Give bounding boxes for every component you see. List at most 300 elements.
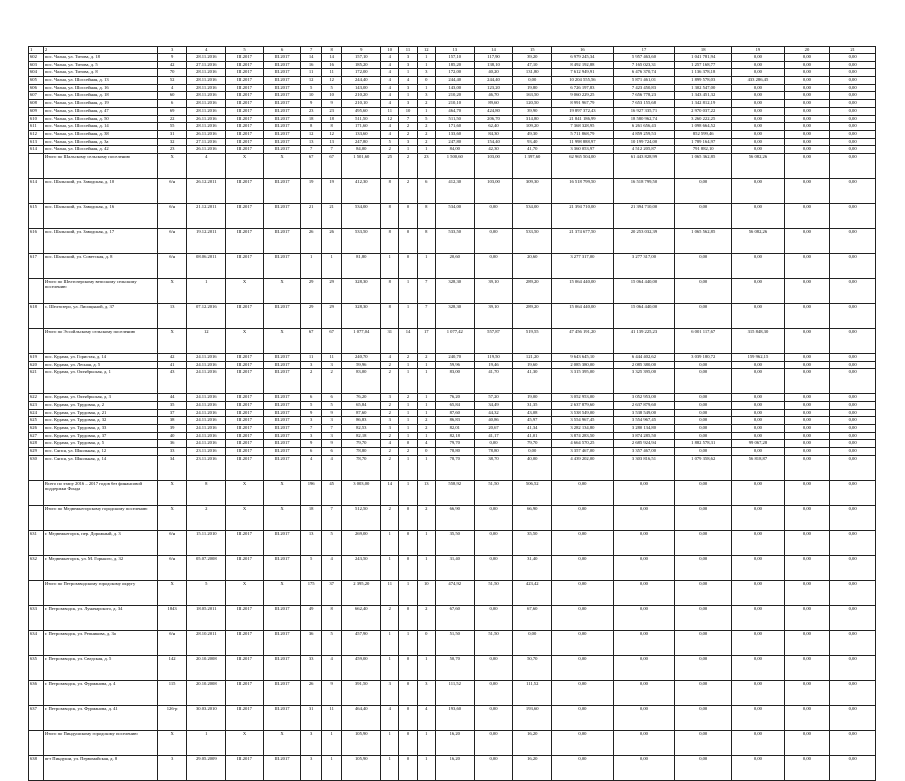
table-cell: 0,00 [830, 138, 876, 146]
table-cell: 0,00 [732, 130, 784, 138]
table-cell: III.2017 [263, 146, 301, 154]
table-cell: б/н [157, 253, 187, 278]
table-cell: 42,30 [474, 146, 513, 154]
table-cell: 0,00 [784, 69, 830, 77]
table-cell: 2 [381, 369, 399, 394]
table-cell: 2 [399, 394, 417, 402]
table-cell: 619 [29, 353, 44, 361]
table-cell: 1 302 547,00 [675, 84, 732, 92]
table-cell: 25 [381, 153, 399, 178]
table-cell: 0,00 [732, 605, 784, 630]
table-cell: III.2017 [263, 530, 301, 555]
table-cell: III.2017 [263, 432, 301, 440]
table-cell: 0,00 [732, 61, 784, 69]
table-cell: 0,00 [675, 755, 732, 780]
table-cell: 193,60 [513, 705, 552, 730]
table-cell: 117,90 [474, 54, 513, 62]
table-cell: 0,00 [675, 480, 732, 505]
table-cell: 27.11.2016 [187, 138, 226, 146]
table-cell: 0,00 [552, 705, 614, 730]
table-cell: 41 139 225,23 [613, 328, 675, 353]
table-cell: 1 500,60 [435, 153, 474, 178]
table-cell: 14 [474, 47, 513, 54]
table-cell: 1 [399, 92, 417, 100]
table-cell: 0,00 [732, 203, 784, 228]
table-row [29, 455, 876, 480]
table-cell: 0,00 [613, 705, 675, 730]
table-cell: 79,70 [435, 440, 474, 448]
table-cell: 2 [399, 130, 417, 138]
table-cell: 0,00 [830, 130, 876, 138]
table-cell: III.2017 [263, 61, 301, 69]
table-cell: 89,60 [474, 100, 513, 108]
table-cell: 185,20 [435, 61, 474, 69]
table-cell: 511,50 [342, 115, 381, 123]
table-cell: 5 [187, 580, 226, 605]
table-cell: 16 [552, 47, 614, 54]
table-cell: 103,00 [474, 178, 513, 203]
table-cell: 82,01 [435, 425, 474, 433]
table-cell: 19 [321, 178, 342, 203]
table-cell: 3 [381, 394, 399, 402]
table-cell: 15 [513, 47, 552, 54]
table-cell: 0,00 [830, 580, 876, 605]
table-cell: 1 [321, 755, 342, 780]
table-cell: 0,00 [613, 505, 675, 530]
table-cell: 78,80 [474, 448, 513, 456]
table-cell: 0 [399, 440, 417, 448]
table-cell: III.2017 [263, 361, 301, 369]
table-row [29, 138, 876, 146]
table-cell: 0,00 [732, 100, 784, 108]
table-cell: 0,00 [732, 84, 784, 92]
table-row [29, 100, 876, 108]
table-cell: 609 [29, 107, 44, 115]
table-cell: 38 [157, 417, 187, 425]
table-cell: 0,00 [784, 755, 830, 780]
table-row [29, 77, 876, 85]
table-cell: 0,00 [732, 361, 784, 369]
table-cell: X [226, 278, 264, 303]
table-cell: 1 [29, 47, 44, 54]
table-cell: 10 [321, 92, 342, 100]
table-cell: 51,50 [474, 630, 513, 655]
table-cell: 2 970 037,22 [675, 107, 732, 115]
table-cell: 50,70 [513, 655, 552, 680]
table-cell [29, 480, 44, 505]
table-cell: 0,00 [732, 394, 784, 402]
table-cell: 39,20 [513, 54, 552, 62]
table-cell: б/н [157, 178, 187, 203]
table-cell: 0,00 [552, 480, 614, 505]
table-cell: 1 [399, 369, 417, 394]
table-cell [29, 505, 44, 530]
table-cell: 26.11.2016 [187, 146, 226, 154]
table-cell: 0,00 [613, 630, 675, 655]
table-cell: 7 [417, 278, 435, 303]
table-cell: 0,00 [675, 417, 732, 425]
table-cell: 4 [381, 84, 399, 92]
table-cell: б/н [157, 203, 187, 228]
table-cell: 109,20 [513, 123, 552, 131]
table-row [29, 69, 876, 77]
table-cell: 3 315 395,00 [552, 369, 614, 394]
table-cell: 60 [157, 92, 187, 100]
table-cell: 0,00 [732, 69, 784, 77]
table-cell: 67 [321, 328, 342, 353]
table-cell: 121,20 [513, 353, 552, 361]
table-cell: 0,00 [732, 705, 784, 730]
table-cell: 0,00 [732, 448, 784, 456]
table-cell: 120,50 [513, 100, 552, 108]
table-row [29, 115, 876, 123]
table-cell: III.2017 [226, 138, 264, 146]
table-cell: 1 [399, 69, 417, 77]
table-cell: 0,00 [830, 705, 876, 730]
table-cell: б/н [157, 530, 187, 555]
housing-program-table [28, 46, 876, 781]
table-cell: 328,30 [342, 303, 381, 328]
table-cell: 21 841 186,99 [552, 115, 614, 123]
table-row [29, 432, 876, 440]
table-row [29, 630, 876, 655]
table-row [29, 394, 876, 402]
table-cell: 3 [417, 92, 435, 100]
table-cell: III.2017 [263, 630, 301, 655]
table-cell: 24.11.2016 [187, 361, 226, 369]
table-cell: 5 [321, 84, 342, 92]
table-cell: 0,00 [784, 77, 830, 85]
table-cell: 40,00 [513, 455, 552, 480]
table-cell: 8 [321, 605, 342, 630]
table-cell: 1 [321, 253, 342, 278]
table-cell: Итого по Петрозаводскому городскому округу [43, 580, 157, 605]
table-cell: 0 [399, 605, 417, 630]
table-cell: 0,00 [830, 361, 876, 369]
table-row [29, 530, 876, 555]
table-cell: X [226, 580, 264, 605]
table-cell: 0,00 [830, 228, 876, 253]
table-cell: 22 [157, 115, 187, 123]
table-cell: III.2017 [226, 353, 264, 361]
table-cell: 631 [29, 530, 44, 555]
table-cell: 105,90 [342, 755, 381, 780]
table-cell: 9 [301, 440, 322, 448]
table-cell: 533,50 [435, 228, 474, 253]
table-cell: 3 039 180,72 [675, 353, 732, 361]
table-cell: 39,10 [474, 303, 513, 328]
table-cell: 1 [417, 146, 435, 154]
table-cell: 28.11.2016 [187, 84, 226, 92]
table-cell: 2 [381, 402, 399, 410]
table-cell: 15.11.2010 [187, 530, 226, 555]
table-cell: 4 [381, 54, 399, 62]
table-cell: III.2017 [263, 138, 301, 146]
table-cell: 78,80 [342, 448, 381, 456]
table-cell: 0,00 [675, 394, 732, 402]
table-cell: 0,00 [732, 425, 784, 433]
table-cell: 51,50 [474, 480, 513, 505]
table-cell: 6 [301, 394, 322, 402]
table-cell: 3 052 953,00 [613, 394, 675, 402]
table-cell: 2 [417, 605, 435, 630]
table-cell: 0,00 [474, 530, 513, 555]
table-cell: 21.12.2011 [187, 203, 226, 228]
table-cell: 82,18 [435, 432, 474, 440]
table-cell: 0,00 [675, 409, 732, 417]
table-cell: 614 [29, 178, 44, 203]
table-cell: 1 041 781,94 [675, 54, 732, 62]
table-cell: 0 [399, 705, 417, 730]
table-cell: 0,00 [474, 253, 513, 278]
table-cell: III.2017 [263, 655, 301, 680]
table-cell: 11 [399, 47, 417, 54]
table-cell: 0,00 [732, 146, 784, 154]
table-cell: X [157, 580, 187, 605]
table-cell: пос. Чална, ул. Шоссейная, д. 42 [43, 146, 157, 154]
table-cell: 47,10 [513, 61, 552, 69]
table-cell: 0,00 [830, 203, 876, 228]
table-cell: 4 [321, 655, 342, 680]
table-cell: 16,20 [513, 755, 552, 780]
table-cell: 45,97 [513, 417, 552, 425]
table-cell: 0,00 [732, 680, 784, 705]
table-cell: 0 [399, 505, 417, 530]
table-cell: III.2017 [226, 203, 264, 228]
table-cell: 56 082,26 [732, 153, 784, 178]
table-cell: 19 [301, 178, 322, 203]
table-cell: 1 [399, 303, 417, 328]
table-cell: 1 [399, 455, 417, 480]
table-cell: 2 [381, 448, 399, 456]
table-cell: 0,00 [830, 253, 876, 278]
table-cell: 172,00 [435, 69, 474, 77]
table-cell: 2 [381, 605, 399, 630]
table-row [29, 146, 876, 154]
table-cell: 0,00 [613, 680, 675, 705]
table-cell: 289,20 [513, 303, 552, 328]
table-cell: 10 [399, 107, 417, 115]
table-cell: 119,50 [474, 353, 513, 361]
table-cell: 0,00 [784, 705, 830, 730]
table-cell: 10 204 555,56 [552, 77, 614, 85]
table-cell: 0,00 [784, 328, 830, 353]
table-row [29, 84, 876, 92]
table-cell: 0,00 [784, 425, 830, 433]
table-cell: 0,00 [732, 432, 784, 440]
table-cell: 0,00 [675, 361, 732, 369]
table-cell: 9 [301, 100, 322, 108]
table-cell: 0,00 [675, 630, 732, 655]
table-cell: 7 [321, 505, 342, 530]
table-cell: 44 [157, 394, 187, 402]
table-cell: г. Петрозаводск, ул. Сведская, д. 5 [43, 655, 157, 680]
table-cell: X [157, 505, 187, 530]
table-cell: 0,00 [830, 153, 876, 178]
table-cell: 0,00 [474, 655, 513, 680]
table-cell: 9 643 645,10 [552, 353, 614, 361]
table-cell: 0,00 [675, 605, 732, 630]
table-cell: 629 [29, 448, 44, 456]
table-cell: 623 [29, 402, 44, 410]
table-cell: 0,00 [552, 680, 614, 705]
table-cell: 126-р [157, 705, 187, 730]
table-cell: 309,30 [513, 178, 552, 203]
table-cell: 0,00 [784, 402, 830, 410]
table-cell: 6 [321, 448, 342, 456]
table-cell: 7 368 328,95 [552, 123, 614, 131]
table-cell: 2 [381, 455, 399, 480]
table-cell: 3 360 053,97 [552, 146, 614, 154]
table-cell: 0,00 [830, 417, 876, 425]
table-cell: 628 [29, 440, 44, 448]
table-cell: пос. Кудама, ул. Октябрьская, д. 3 [43, 394, 157, 402]
table-cell: III.2017 [263, 115, 301, 123]
table-cell: 0,00 [830, 425, 876, 433]
table-cell: 4 [381, 69, 399, 77]
table-cell: 0,00 [552, 655, 614, 680]
table-cell: X [157, 730, 187, 755]
table-cell: 210,10 [435, 100, 474, 108]
table-cell: 423,42 [513, 580, 552, 605]
table-cell: 133,60 [342, 130, 381, 138]
table-cell: 3 [399, 138, 417, 146]
table-cell: 40,20 [474, 69, 513, 77]
table-cell: 1 [417, 54, 435, 62]
table-cell: 0 [399, 203, 417, 228]
table-cell: 5 [417, 115, 435, 123]
table-cell: 21 [321, 203, 342, 228]
table-row [29, 203, 876, 228]
table-cell: 29 [301, 278, 322, 303]
table-row [29, 755, 876, 780]
table-cell: 28.11.2016 [187, 69, 226, 77]
table-cell: 6 979 245,34 [552, 54, 614, 62]
table-cell: 19.12.2011 [187, 228, 226, 253]
table-cell: 634 [29, 630, 44, 655]
table-cell: 0,00 [830, 92, 876, 100]
table-cell: 0 [417, 77, 435, 85]
table-cell: III.2017 [226, 115, 264, 123]
table-cell: 69 [157, 107, 187, 115]
table-cell: 637 [29, 705, 44, 730]
table-cell: 1 882 578,31 [675, 440, 732, 448]
table-row [29, 580, 876, 605]
table-row [29, 409, 876, 417]
table-cell: 0,00 [552, 730, 614, 755]
table-cell: 86,83 [342, 417, 381, 425]
table-cell: 33 [301, 655, 322, 680]
table-cell: 0,00 [552, 605, 614, 630]
table-cell [29, 580, 44, 605]
table-cell: III.2017 [263, 402, 301, 410]
table-row [29, 402, 876, 410]
table-cell: 0,00 [830, 455, 876, 480]
table-cell: 0,00 [675, 680, 732, 705]
table-cell: III.2017 [226, 123, 264, 131]
table-cell [29, 278, 44, 303]
table-cell: 0,00 [613, 655, 675, 680]
table-cell: 31 [157, 130, 187, 138]
table-cell: 4 439 202,00 [552, 455, 614, 480]
table-cell: 0,00 [830, 440, 876, 448]
table-cell: 62 965 504,00 [552, 153, 614, 178]
table-cell: 0,00 [732, 555, 784, 580]
table-cell: 34 [157, 455, 187, 480]
table-cell: 1 397,60 [513, 153, 552, 178]
table-row [29, 480, 876, 505]
table-cell: 43,08 [513, 409, 552, 417]
table-cell: 3 003,00 [342, 480, 381, 505]
table-cell: пос. Чална, ул. Титова, д. 18 [43, 54, 157, 62]
table-row [29, 328, 876, 353]
table-cell: 1 342 812,19 [675, 100, 732, 108]
table-cell: 0,00 [830, 146, 876, 154]
table-cell: 185,20 [342, 61, 381, 69]
table-cell: 0,00 [552, 630, 614, 655]
table-cell: 0,00 [830, 605, 876, 630]
table-cell: 0,00 [613, 580, 675, 605]
table-cell: 67,60 [435, 605, 474, 630]
table-cell: 2 [417, 505, 435, 530]
table-row [29, 369, 876, 394]
table-cell: 12 [381, 115, 399, 123]
table-cell: 0,00 [675, 448, 732, 456]
table-cell: 0,00 [784, 417, 830, 425]
table-cell: 1 [381, 253, 399, 278]
table-cell: 6 476 370,74 [613, 69, 675, 77]
table-cell: 0,00 [830, 505, 876, 530]
table-cell: X [263, 153, 301, 178]
table-cell: 3 [399, 100, 417, 108]
table-cell: 0,00 [732, 303, 784, 328]
table-cell: 43 [157, 369, 187, 394]
table-cell: 2 [417, 123, 435, 131]
table-cell: 0,00 [830, 100, 876, 108]
table-cell: 55 [157, 123, 187, 131]
table-cell: 82,53 [342, 425, 381, 433]
table-cell: 247,80 [435, 138, 474, 146]
table-cell: 99 067,28 [732, 440, 784, 448]
table-row [29, 655, 876, 680]
table-cell: 0,00 [830, 353, 876, 361]
table-cell: 175 [301, 580, 322, 605]
table-cell: 0,00 [830, 394, 876, 402]
table-cell: X [263, 480, 301, 505]
table-cell: III.2017 [263, 69, 301, 77]
table-cell: пос. Шальский, ул. Заводская, д. 16 [43, 203, 157, 228]
table-cell: 3 [381, 417, 399, 425]
table-cell: III.2017 [263, 100, 301, 108]
table-cell: 3 [321, 361, 342, 369]
table-cell: 3 280 134,80 [613, 425, 675, 433]
table-cell: 49,30 [513, 130, 552, 138]
table-cell: 27.11.2016 [187, 61, 226, 69]
table-cell: 39,10 [474, 278, 513, 303]
table-cell: 3 538 549,00 [552, 409, 614, 417]
table-cell: 0,00 [784, 409, 830, 417]
table-cell: г. Медвежьегорск, пер. Дорожный, д. 3 [43, 530, 157, 555]
table-cell: 5 711 868,79 [552, 130, 614, 138]
table-cell: 3 [321, 417, 342, 425]
table-cell: 604 [29, 69, 44, 77]
table-cell: 10 [301, 92, 322, 100]
table-cell: 0,00 [732, 409, 784, 417]
table-cell: 2 [301, 369, 322, 394]
table-cell: 0,00 [830, 655, 876, 680]
table-cell: Итого по Пиндушскому городскому поселению [43, 730, 157, 755]
table-cell: 31 [301, 705, 322, 730]
